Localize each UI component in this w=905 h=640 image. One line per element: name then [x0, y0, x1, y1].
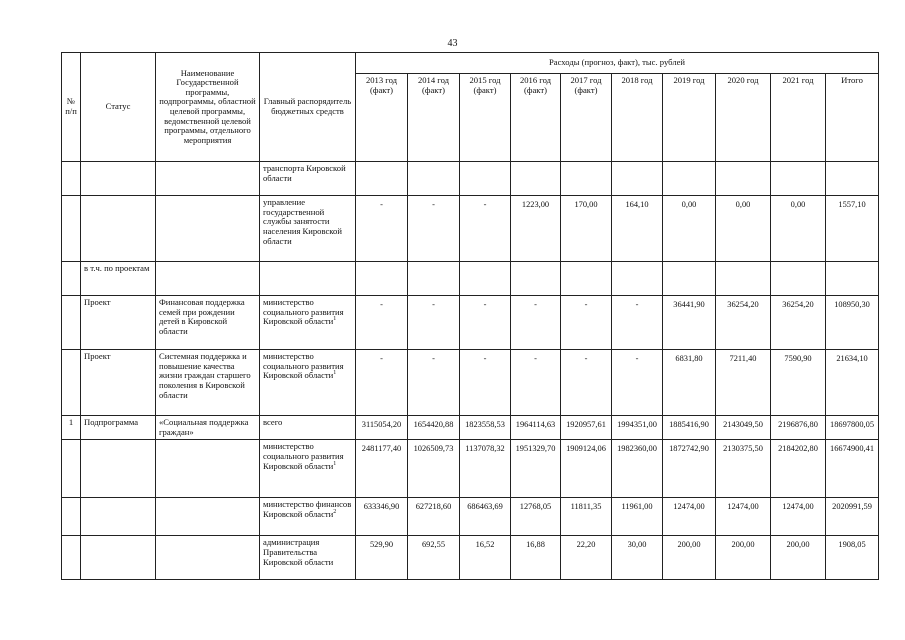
header-year: 2014 год (факт): [408, 74, 460, 162]
cell-value: 1908,05: [826, 536, 879, 580]
cell-value: 1964114,63: [511, 416, 561, 440]
cell-value: 18697800,05: [826, 416, 879, 440]
cell-value: -: [460, 350, 511, 416]
cell-status: Проект: [81, 296, 156, 350]
cell-value: [826, 262, 879, 296]
cell-value: 170,00: [561, 196, 612, 262]
cell-value: 200,00: [663, 536, 716, 580]
cell-value: 1994351,00: [612, 416, 663, 440]
cell-value: -: [460, 296, 511, 350]
cell-status: [81, 440, 156, 498]
cell-distributor: [260, 262, 356, 296]
cell-value: 1823558,53: [460, 416, 511, 440]
cell-num: [62, 536, 81, 580]
distributor-text: министерство социального развития Кировской области: [263, 351, 344, 381]
cell-value: 164,10: [612, 196, 663, 262]
distributor-text: всего: [263, 417, 283, 427]
header-year: 2013 год (факт): [356, 74, 408, 162]
table-row: [62, 196, 879, 262]
cell-value: 12474,00: [663, 498, 716, 536]
table-row: [62, 440, 879, 498]
cell-value: 12768,05: [511, 498, 561, 536]
cell-value: 16,52: [460, 536, 511, 580]
distributor-text: администрация Правительства Кировской области: [263, 537, 334, 567]
cell-value: 36254,20: [771, 296, 826, 350]
cell-value: [561, 162, 612, 196]
cell-value: -: [356, 196, 408, 262]
cell-value: [826, 162, 879, 196]
footnote-mark: 2: [333, 509, 337, 516]
table-row: [62, 162, 879, 196]
cell-value: [663, 162, 716, 196]
footnote-mark: 1: [333, 460, 337, 467]
cell-value: 2130375,50: [716, 440, 771, 498]
cell-value: 36254,20: [716, 296, 771, 350]
cell-status: [81, 498, 156, 536]
cell-value: -: [612, 296, 663, 350]
cell-value: 12474,00: [716, 498, 771, 536]
table-row: [62, 350, 879, 416]
cell-value: 0,00: [716, 196, 771, 262]
cell-value: [716, 162, 771, 196]
cell-value: -: [612, 350, 663, 416]
header-year: 2015 год (факт): [460, 74, 511, 162]
header-year: 2016 год (факт): [511, 74, 561, 162]
cell-value: 1026509,73: [408, 440, 460, 498]
cell-value: -: [356, 296, 408, 350]
cell-name: [156, 162, 260, 196]
cell-name: [156, 498, 260, 536]
cell-value: [612, 162, 663, 196]
cell-value: 1654420,88: [408, 416, 460, 440]
cell-value: [561, 262, 612, 296]
cell-name: «Социальная поддержка граждан»: [156, 416, 260, 440]
distributor-text: министерство социального развития Кировской области: [263, 297, 344, 327]
cell-num: [62, 350, 81, 416]
page-number: 43: [447, 38, 458, 49]
header-status: Статус: [81, 53, 156, 162]
cell-distributor: [260, 196, 356, 262]
cell-status: Подпрограмма: [81, 416, 156, 440]
cell-value: 0,00: [771, 196, 826, 262]
cell-value: 2196876,80: [771, 416, 826, 440]
cell-value: [771, 262, 826, 296]
cell-num: [62, 162, 81, 196]
cell-value: 21634,10: [826, 350, 879, 416]
cell-value: [408, 262, 460, 296]
cell-value: 16,88: [511, 536, 561, 580]
cell-value: 7590,90: [771, 350, 826, 416]
cell-value: 0,00: [663, 196, 716, 262]
cell-status: [81, 196, 156, 262]
cell-value: [612, 262, 663, 296]
cell-value: 16674900,41: [826, 440, 879, 498]
cell-value: 36441,90: [663, 296, 716, 350]
cell-value: 2184202,80: [771, 440, 826, 498]
cell-value: 1137078,32: [460, 440, 511, 498]
cell-status: Проект: [81, 350, 156, 416]
cell-num: [62, 498, 81, 536]
cell-value: -: [561, 350, 612, 416]
header-year: 2019 год: [663, 74, 716, 162]
header-expenses: Расходы (прогноз, факт), тыс. рублей: [356, 53, 879, 74]
cell-value: [356, 162, 408, 196]
cell-value: 1982360,00: [612, 440, 663, 498]
cell-distributor: [260, 536, 356, 580]
header-distributor: Главный распорядитель бюджетных средств: [260, 53, 356, 162]
cell-value: 200,00: [716, 536, 771, 580]
cell-distributor: [260, 416, 356, 440]
cell-value: [408, 162, 460, 196]
budget-table: [61, 52, 879, 580]
cell-value: 11811,35: [561, 498, 612, 536]
header-name: Наименование Государственной программы, подпрограммы, областной целевой программы, ведомственной целевой программы, отдельного мероприятия: [156, 53, 260, 162]
cell-value: 1557,10: [826, 196, 879, 262]
cell-value: -: [561, 296, 612, 350]
cell-value: [460, 262, 511, 296]
cell-distributor: [260, 498, 356, 536]
table-row: [62, 536, 879, 580]
cell-value: 30,00: [612, 536, 663, 580]
table-row: [62, 416, 879, 440]
cell-name: [156, 196, 260, 262]
cell-value: [771, 162, 826, 196]
cell-value: 1909124,06: [561, 440, 612, 498]
cell-value: 12474,00: [771, 498, 826, 536]
cell-status: [81, 162, 156, 196]
cell-name: Финансовая поддержка семей при рождении детей в Кировской области: [156, 296, 260, 350]
header-year: 2018 год: [612, 74, 663, 162]
cell-value: -: [408, 196, 460, 262]
distributor-text: транспорта Кировской области: [263, 163, 346, 183]
cell-value: -: [408, 296, 460, 350]
header-year: 2017 год (факт): [561, 74, 612, 162]
cell-distributor: [260, 350, 356, 416]
cell-value: 686463,69: [460, 498, 511, 536]
header-year: 2021 год: [771, 74, 826, 162]
cell-num: [62, 440, 81, 498]
cell-value: 1872742,90: [663, 440, 716, 498]
cell-status: [81, 536, 156, 580]
header-year: 2020 год: [716, 74, 771, 162]
footnote-mark: 1: [333, 370, 337, 377]
distributor-text: министерство социального развития Кировской области: [263, 441, 344, 471]
distributor-text: министерство финансов Кировской области: [263, 499, 352, 519]
cell-value: -: [460, 196, 511, 262]
header-num: № п/п: [62, 53, 81, 162]
cell-num: 1: [62, 416, 81, 440]
cell-name: [156, 440, 260, 498]
cell-value: 2481177,40: [356, 440, 408, 498]
cell-value: [663, 262, 716, 296]
cell-value: 108950,30: [826, 296, 879, 350]
cell-value: [716, 262, 771, 296]
cell-value: 11961,00: [612, 498, 663, 536]
cell-num: [62, 296, 81, 350]
cell-value: 1223,00: [511, 196, 561, 262]
cell-value: 200,00: [771, 536, 826, 580]
cell-value: -: [511, 296, 561, 350]
cell-value: 2020991,59: [826, 498, 879, 536]
footnote-mark: 1: [333, 316, 337, 323]
cell-value: 692,55: [408, 536, 460, 580]
cell-status: в т.ч. по проектам: [81, 262, 156, 296]
cell-value: 2143049,50: [716, 416, 771, 440]
cell-value: 1920957,61: [561, 416, 612, 440]
cell-value: 1951329,70: [511, 440, 561, 498]
cell-name: [156, 262, 260, 296]
cell-num: [62, 262, 81, 296]
table-row: [62, 262, 879, 296]
cell-distributor: [260, 162, 356, 196]
table-row: [62, 296, 879, 350]
cell-name: Системная поддержка и повышение качества жизни граждан старшего поколения в Кировской области: [156, 350, 260, 416]
cell-value: 627218,60: [408, 498, 460, 536]
cell-value: 1885416,90: [663, 416, 716, 440]
cell-value: [511, 262, 561, 296]
cell-value: -: [408, 350, 460, 416]
cell-distributor: [260, 296, 356, 350]
distributor-text: управление государственной службы занятости населения Кировской области: [263, 197, 342, 246]
cell-distributor: [260, 440, 356, 498]
cell-value: [460, 162, 511, 196]
cell-value: 3115054,20: [356, 416, 408, 440]
cell-value: -: [356, 350, 408, 416]
header-year: Итого: [826, 74, 879, 162]
cell-name: [156, 536, 260, 580]
cell-value: 6831,80: [663, 350, 716, 416]
cell-value: 633346,90: [356, 498, 408, 536]
cell-value: [356, 262, 408, 296]
cell-value: -: [511, 350, 561, 416]
cell-value: 7211,40: [716, 350, 771, 416]
cell-value: 22,20: [561, 536, 612, 580]
cell-value: 529,90: [356, 536, 408, 580]
cell-num: [62, 196, 81, 262]
table-row: [62, 498, 879, 536]
cell-value: [511, 162, 561, 196]
